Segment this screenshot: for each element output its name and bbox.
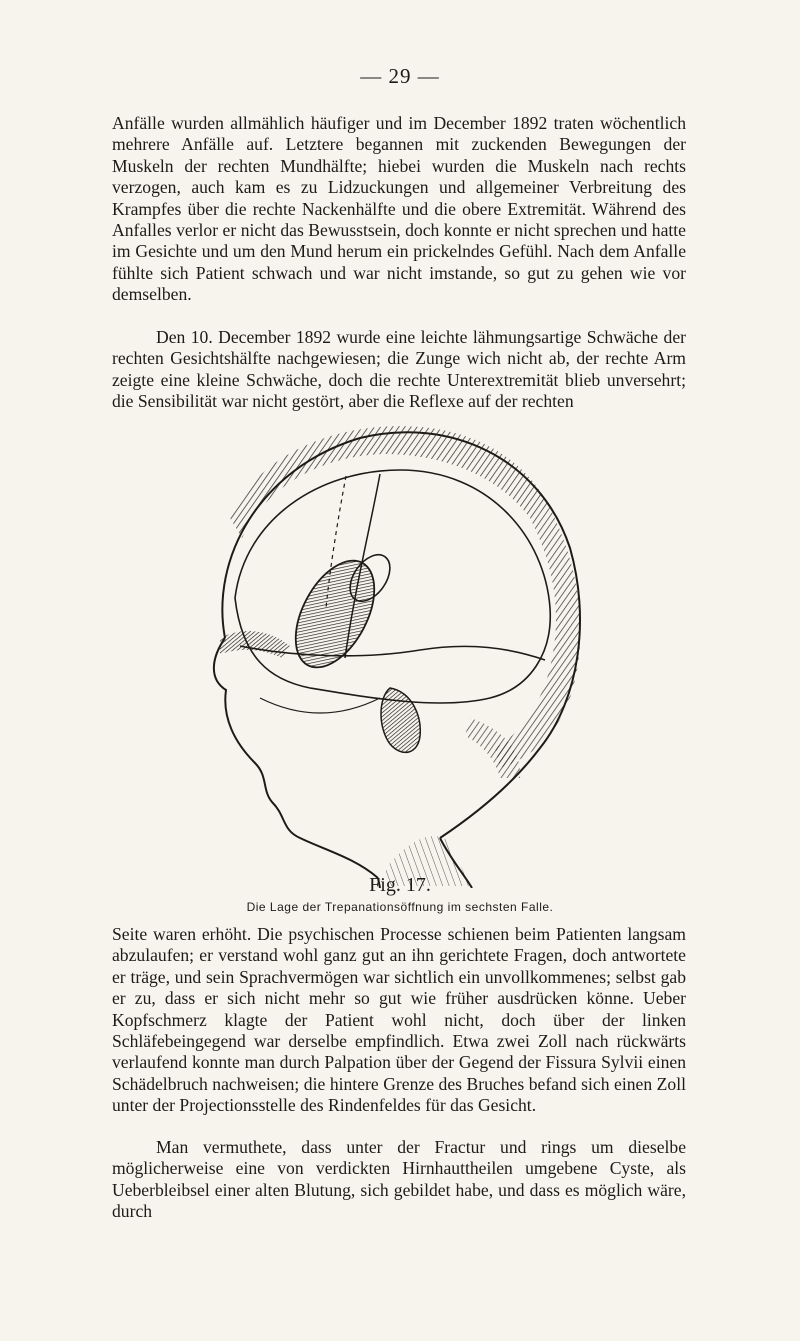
page-number: — 29 — xyxy=(360,64,440,88)
paragraph-1: Anfälle wurden allmählich häufiger und im December 1892 traten wöchentlich mehrere Anfälle auf. Letztere begannen mit zuckenden Bewegungen der Muskeln der rechten Mundhälfte; hiebei wurden die Muskeln nach rechts verzogen, auch kam es zu Lidzuckungen und allgemeiner Verbreitung des Krampfes über die rechte Nackenhälfte und die obere Extremität. Während des Anfalles verlor er nicht das Bewusstsein, doch konnte er nicht sprechen und hatte im Gesichte und um den Mund herum ein prickelndes Gefühl. Nach dem Anfalle fühlte sich Patient schwach und war nicht imstande, so gut zu gehen wie vor demselben. xyxy=(112,113,686,305)
paragraph-2: Den 10. December 1892 wurde eine leichte lähmungsartige Schwäche der rechten Gesichtshälfte nachgewiesen; die Zunge wich nicht ab, der rechte Arm zeigte eine kleine Schwäche, doch die rechte Unterextremität blieb unversehrt; die Sensibilität war nicht gestört, aber die Reflexe auf der rechten xyxy=(112,327,686,412)
paragraph-3: Seite waren erhöht. Die psychischen Processe schienen beim Patienten langsam abzulaufen; er verstand wohl ganz gut an ihn gerichtete Fragen, doch antwortete er träge, und sein Sprachvermögen war sichtlich ein unvollkommenes; selbst gab er zu, dass er sich nicht mehr so gut wie früher ausdrücken könne. Ueber Kopfschmerz klagte der Patient wohl nicht, doch über der linken Schläfebeingegend war derselbe empfindlich. Etwa zwei Zoll nach rückwärts verlaufend konnte man durch Palpation über der Gegend der Fissura Sylvii einen Schädelbruch nachweisen; die hintere Grenze des Bruches befand sich einen Zoll unter der Projectionsstelle des Rindenfeldes für das Gesicht. xyxy=(112,924,686,1116)
head-trepanation-illustration xyxy=(150,398,610,888)
figure-number: Fig. 17. xyxy=(369,874,431,896)
paragraph-4: Man vermuthete, dass unter der Fractur und rings um dieselbe möglicherweise eine von verdickten Hirnhauttheilen umgebene Cyste, als Ueberbleibsel einer alten Blutung, sich gebildet habe, und dass es möglich wäre, durch xyxy=(112,1137,686,1222)
figure-caption: Die Lage der Trepanationsöffnung im sechsten Falle. xyxy=(246,900,554,914)
